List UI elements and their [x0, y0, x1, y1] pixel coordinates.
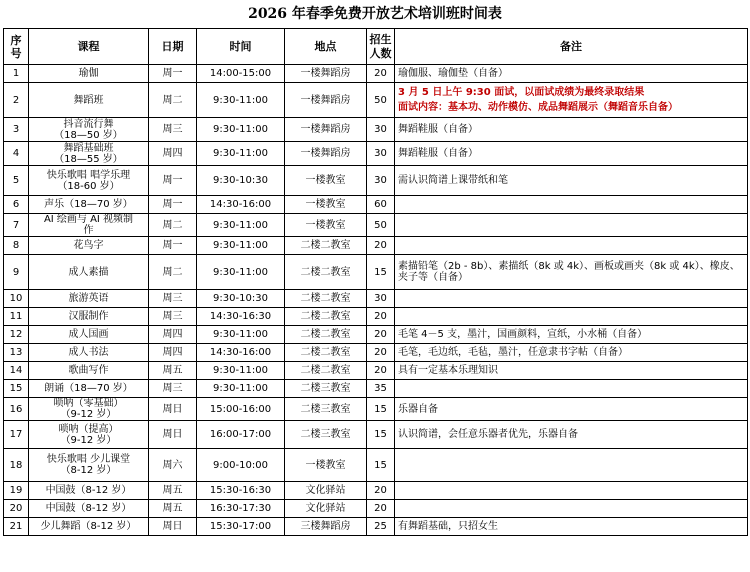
row-quota: 60: [367, 196, 395, 214]
table-row: [4, 380, 748, 398]
row-course: 歌曲写作: [29, 362, 149, 380]
row-day: 周三: [149, 118, 197, 142]
row-index: 10: [4, 290, 29, 308]
row-time: 16:00-17:00: [197, 421, 285, 449]
row-course: 唢呐（零基础） （9-12 岁）: [29, 398, 149, 421]
row-course: 成人国画: [29, 326, 149, 344]
row-day: 周五: [149, 500, 197, 518]
header-quota: 招生人数: [367, 29, 395, 65]
row-course: 舞蹈基础班 （18—55 岁）: [29, 142, 149, 166]
row-note: 舞蹈鞋服（自备）: [395, 118, 748, 142]
row-index: 4: [4, 142, 29, 166]
row-time: 15:30-17:00: [197, 518, 285, 536]
row-index: 6: [4, 196, 29, 214]
row-index: 8: [4, 237, 29, 255]
row-day: 周一: [149, 166, 197, 196]
row-time: 9:00-10:00: [197, 449, 285, 482]
row-day: 周六: [149, 449, 197, 482]
row-day: 周二: [149, 214, 197, 237]
row-quota: 20: [367, 326, 395, 344]
row-quota: 20: [367, 344, 395, 362]
row-place: 一楼教室: [285, 196, 367, 214]
row-time: 9:30-10:30: [197, 166, 285, 196]
row-place: 文化驿站: [285, 482, 367, 500]
row-index: 5: [4, 166, 29, 196]
header-course: 课程: [29, 29, 149, 65]
row-note: [395, 380, 748, 398]
row-note: [395, 308, 748, 326]
row-note: [395, 500, 748, 518]
table-row: [4, 166, 748, 196]
row-note: 毛笔 4－5 支，墨汁，国画颜料，宣纸，小水桶（自备）: [395, 326, 748, 344]
row-place: 文化驿站: [285, 500, 367, 518]
row-quota: 20: [367, 65, 395, 83]
row-day: 周日: [149, 518, 197, 536]
row-quota: 30: [367, 142, 395, 166]
row-time: 14:30-16:30: [197, 308, 285, 326]
row-day: 周一: [149, 65, 197, 83]
row-time: 9:30-11:00: [197, 83, 285, 118]
table-row: [4, 118, 748, 142]
row-index: 3: [4, 118, 29, 142]
row-day: 周三: [149, 308, 197, 326]
table-row: [4, 142, 748, 166]
header-row: [4, 29, 748, 65]
row-place: 二楼三教室: [285, 421, 367, 449]
row-course: 汉服制作: [29, 308, 149, 326]
row-day: 周三: [149, 290, 197, 308]
row-index: 7: [4, 214, 29, 237]
row-course: 声乐（18—70 岁）: [29, 196, 149, 214]
row-time: 9:30-10:30: [197, 290, 285, 308]
row-time: 9:30-11:00: [197, 362, 285, 380]
row-time: 15:30-16:30: [197, 482, 285, 500]
row-time: 14:30-16:00: [197, 196, 285, 214]
row-index: 12: [4, 326, 29, 344]
row-quota: 20: [367, 500, 395, 518]
row-time: 15:00-16:00: [197, 398, 285, 421]
row-note: [395, 214, 748, 237]
row-day: 周二: [149, 83, 197, 118]
row-note: [395, 83, 748, 118]
row-time: 9:30-11:00: [197, 237, 285, 255]
header-index: 序号: [4, 29, 29, 65]
row-time: 16:30-17:30: [197, 500, 285, 518]
row-place: 一楼舞蹈房: [285, 65, 367, 83]
row-day: 周日: [149, 421, 197, 449]
row-place: 二楼二教室: [285, 237, 367, 255]
row-note: [395, 290, 748, 308]
row-note: [395, 196, 748, 214]
row-place: 二楼三教室: [285, 398, 367, 421]
row-quota: 20: [367, 362, 395, 380]
row-index: 17: [4, 421, 29, 449]
row-day: 周四: [149, 326, 197, 344]
row-quota: 30: [367, 166, 395, 196]
table-row: [4, 255, 748, 290]
row-place: 一楼舞蹈房: [285, 118, 367, 142]
row-day: 周三: [149, 380, 197, 398]
row-course: 旅游英语: [29, 290, 149, 308]
row-quota: 15: [367, 255, 395, 290]
row-note: 舞蹈鞋服（自备）: [395, 142, 748, 166]
row-course: 花鸟字: [29, 237, 149, 255]
table-row: [4, 196, 748, 214]
row-note: 瑜伽服、瑜伽垫（自备）: [395, 65, 748, 83]
row-day: 周五: [149, 482, 197, 500]
row-note: 乐器自备: [395, 398, 748, 421]
row-day: 周一: [149, 196, 197, 214]
row-place: 二楼二教室: [285, 344, 367, 362]
row-quota: 50: [367, 83, 395, 118]
table-row: [4, 421, 748, 449]
row-course: 唢呐（提高） （9-12 岁）: [29, 421, 149, 449]
table-row: [4, 398, 748, 421]
row-quota: 15: [367, 398, 395, 421]
header-place: 地点: [285, 29, 367, 65]
table-row: [4, 83, 748, 118]
row-note: 具有一定基本乐理知识: [395, 362, 748, 380]
row-course: 中国鼓（8-12 岁）: [29, 482, 149, 500]
row-course: 朗诵（18—70 岁）: [29, 380, 149, 398]
row-day: 周四: [149, 142, 197, 166]
row-time: 9:30-11:00: [197, 214, 285, 237]
row-course: 成人书法: [29, 344, 149, 362]
row-index: 16: [4, 398, 29, 421]
page-title: 2026 年春季免费开放艺术培训班时间表: [248, 6, 502, 22]
row-place: 二楼二教室: [285, 255, 367, 290]
table-row: [4, 362, 748, 380]
row-day: 周五: [149, 362, 197, 380]
row-quota: 30: [367, 118, 395, 142]
table-row: [4, 500, 748, 518]
row-quota: 25: [367, 518, 395, 536]
row-quota: 20: [367, 308, 395, 326]
row-time: 9:30-11:00: [197, 118, 285, 142]
row-quota: 35: [367, 380, 395, 398]
row-course: 快乐歌唱 唱学乐理 （18-60 岁）: [29, 166, 149, 196]
table-row: [4, 290, 748, 308]
row-note-line-1: 3 月 5 日上午 9:30 面试，以面试成绩为最终录取结果: [398, 87, 645, 98]
row-quota: 15: [367, 449, 395, 482]
row-index: 13: [4, 344, 29, 362]
row-index: 14: [4, 362, 29, 380]
row-quota: 20: [367, 237, 395, 255]
row-note: 认识简谱，会任意乐器者优先，乐器自备: [395, 421, 748, 449]
row-course: AI 绘画与 AI 视频制 作: [29, 214, 149, 237]
row-place: 二楼二教室: [285, 362, 367, 380]
row-time: 9:30-11:00: [197, 380, 285, 398]
row-index: 2: [4, 83, 29, 118]
row-time: 14:30-16:00: [197, 344, 285, 362]
table-row: [4, 518, 748, 536]
row-note: [395, 449, 748, 482]
row-index: 19: [4, 482, 29, 500]
table-row: [4, 214, 748, 237]
table-row: [4, 237, 748, 255]
row-course: 瑜伽: [29, 65, 149, 83]
row-course: 舞蹈班: [29, 83, 149, 118]
row-quota: 15: [367, 421, 395, 449]
row-place: 二楼三教室: [285, 380, 367, 398]
schedule-table: [3, 28, 748, 536]
row-time: 9:30-11:00: [197, 255, 285, 290]
table-row: [4, 344, 748, 362]
row-place: 一楼教室: [285, 166, 367, 196]
header-time: 时间: [197, 29, 285, 65]
row-index: 15: [4, 380, 29, 398]
row-day: 周四: [149, 344, 197, 362]
row-index: 11: [4, 308, 29, 326]
row-index: 1: [4, 65, 29, 83]
table-row: [4, 308, 748, 326]
row-day: 周日: [149, 398, 197, 421]
row-note: 毛笔，毛边纸，毛毡，墨汁，任意隶书字帖（自备）: [395, 344, 748, 362]
row-place: 一楼教室: [285, 449, 367, 482]
row-note: 素描铅笔（2b - 8b）、素描纸（8k 或 4k）、画板或画夹（8k 或 4k）、橡皮、夹子等（自备）: [395, 255, 748, 290]
row-note: [395, 482, 748, 500]
row-place: 一楼舞蹈房: [285, 83, 367, 118]
row-place: 一楼舞蹈房: [285, 142, 367, 166]
row-course: 快乐歌唱 少儿课堂 （8-12 岁）: [29, 449, 149, 482]
table-row: [4, 65, 748, 83]
row-note: 有舞蹈基础，只招女生: [395, 518, 748, 536]
row-index: 18: [4, 449, 29, 482]
row-index: 20: [4, 500, 29, 518]
row-course: 少儿舞蹈（8-12 岁）: [29, 518, 149, 536]
row-day: 周二: [149, 255, 197, 290]
row-note-line-2: 面试内容：基本功、动作模仿、成品舞蹈展示（舞蹈音乐自备）: [398, 102, 678, 113]
row-quota: 20: [367, 482, 395, 500]
row-index: 9: [4, 255, 29, 290]
row-place: 二楼二教室: [285, 308, 367, 326]
row-time: 14:00-15:00: [197, 65, 285, 83]
row-day: 周一: [149, 237, 197, 255]
row-time: 9:30-11:00: [197, 142, 285, 166]
row-place: 二楼二教室: [285, 290, 367, 308]
header-note: 备注: [395, 29, 748, 65]
row-time: 9:30-11:00: [197, 326, 285, 344]
table-row: [4, 449, 748, 482]
row-course: 成人素描: [29, 255, 149, 290]
row-note: [395, 237, 748, 255]
row-course: 中国鼓（8-12 岁）: [29, 500, 149, 518]
row-place: 三楼舞蹈房: [285, 518, 367, 536]
table-row: [4, 326, 748, 344]
row-note: 需认识简谱上课带纸和笔: [395, 166, 748, 196]
row-place: 一楼教室: [285, 214, 367, 237]
header-day: 日期: [149, 29, 197, 65]
row-course: 抖音流行舞 （18—50 岁）: [29, 118, 149, 142]
table-row: [4, 482, 748, 500]
row-index: 21: [4, 518, 29, 536]
row-quota: 50: [367, 214, 395, 237]
row-place: 二楼二教室: [285, 326, 367, 344]
row-quota: 30: [367, 290, 395, 308]
